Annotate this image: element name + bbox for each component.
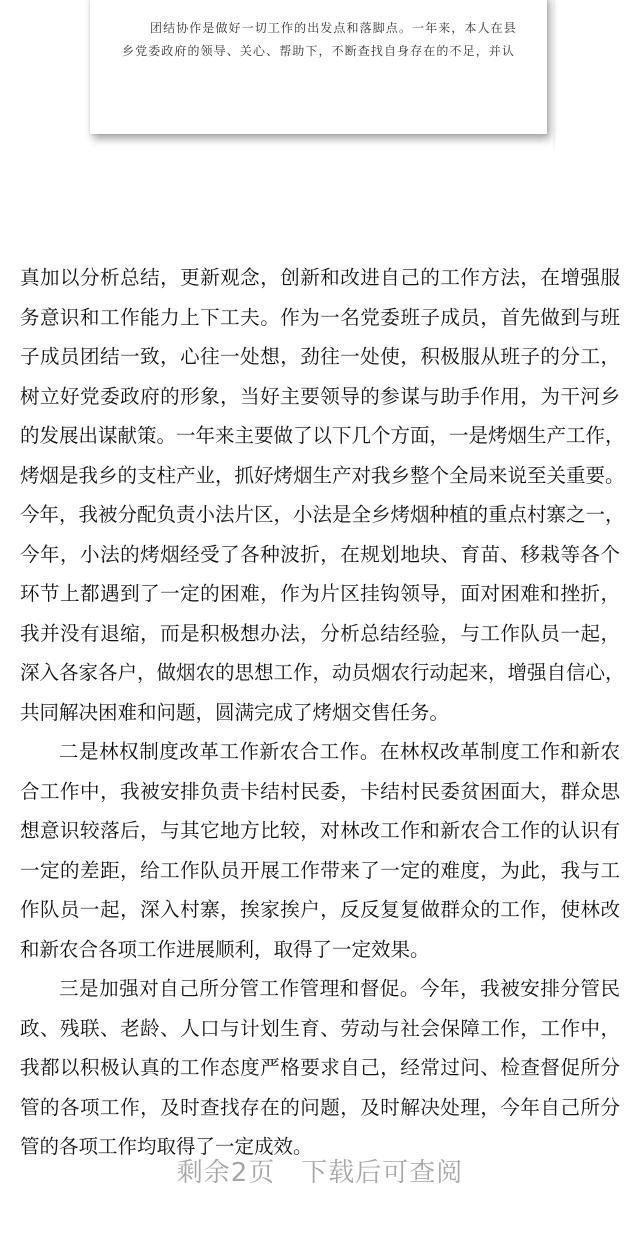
text-line: 合工作中，我被安排负责卡结村民委，卡结村民委贫困面大，群众思 <box>20 779 620 803</box>
text-line: 一定的差距，给工作队员开展工作带来了一定的难度，为此，我与工 <box>20 858 620 882</box>
text-line: 的发展出谋献策。一年来主要做了以下几个方面，一是烤烟生产工作， <box>20 424 625 447</box>
text-line: 真加以分析总结，更新观念，创新和改进自己的工作方法，在增强服 <box>20 266 620 289</box>
text-line: 作队员一起，深入村寨，挨家挨户，反反复复做群众的工作，使林改 <box>20 898 620 921</box>
text-line: 管的各项工作均取得了一定成效。 <box>20 1135 313 1158</box>
preview-text-line: 团结协作是做好一切工作的出发点和落脚点。一年来，本人在县 <box>150 21 517 35</box>
text-line: 子成员团结一致，心往一处想，劲往一处使，积极服从班子的分工， <box>20 345 620 368</box>
remaining-pages-label: 剩余2页 <box>176 1158 276 1188</box>
text-line: 今年，小法的烤烟经受了各种波折，在规划地块、育苗、移栽等各个 <box>20 542 620 566</box>
text-line: 务意识和工作能力上下工夫。作为一名党委班子成员，首先做到与班 <box>20 305 620 329</box>
text-line: 三是加强对自己所分管工作管理和督促。今年，我被安排分管民 <box>59 977 620 1000</box>
text-line: 深入各家各户，做烟农的思想工作，动员烟农行动起来，增强自信心， <box>20 661 625 684</box>
text-line: 管的各项工作，及时查找存在的问题，及时解决处理，今年自己所分 <box>20 1095 620 1119</box>
preview-text-line: 乡党委政府的领导、关心、帮助下，不断查找自身存在的不足，并认 <box>122 44 516 58</box>
download-to-view-label: 下载后可查阅 <box>301 1158 464 1188</box>
remaining-pages-notice[interactable] <box>0 1152 640 1189</box>
text-line: 和新农合各项工作进展顺利，取得了一定效果。 <box>20 937 430 961</box>
text-line: 环节上都遇到了一定的困难，作为片区挂钩领导，面对困难和挫折， <box>20 582 620 605</box>
text-line: 共同解决困难和问题，圆满完成了烤烟交售任务。 <box>20 700 450 724</box>
text-line: 二是林权制度改革工作新农合工作。在林权改革制度工作和新农 <box>59 740 620 763</box>
text-line: 我并没有退缩，而是积极想办法，分析总结经验，与工作队员一起， <box>20 621 620 645</box>
preview-edge-shadow <box>553 0 557 150</box>
text-line: 我都以积极认真的工作态度严格要求自己，经常过问、检查督促所分 <box>20 1056 620 1079</box>
text-line: 政、残联、老龄、人口与计划生育、劳动与社会保障工作，工作中， <box>20 1016 620 1040</box>
text-line: 想意识较落后，与其它地方比较，对林改工作和新农合工作的认识有 <box>20 819 620 842</box>
document-body <box>20 258 625 1167</box>
page-preview-card <box>90 0 547 134</box>
text-line: 树立好党委政府的形象，当好主要领导的参谋与助手作用，为干河乡 <box>20 384 620 408</box>
text-line: 烤烟是我乡的支柱产业，抓好烤烟生产对我乡整个全局来说至关重要。 <box>20 463 625 487</box>
text-line: 今年，我被分配负责小法片区，小法是全乡烤烟种植的重点村寨之一， <box>20 503 625 526</box>
